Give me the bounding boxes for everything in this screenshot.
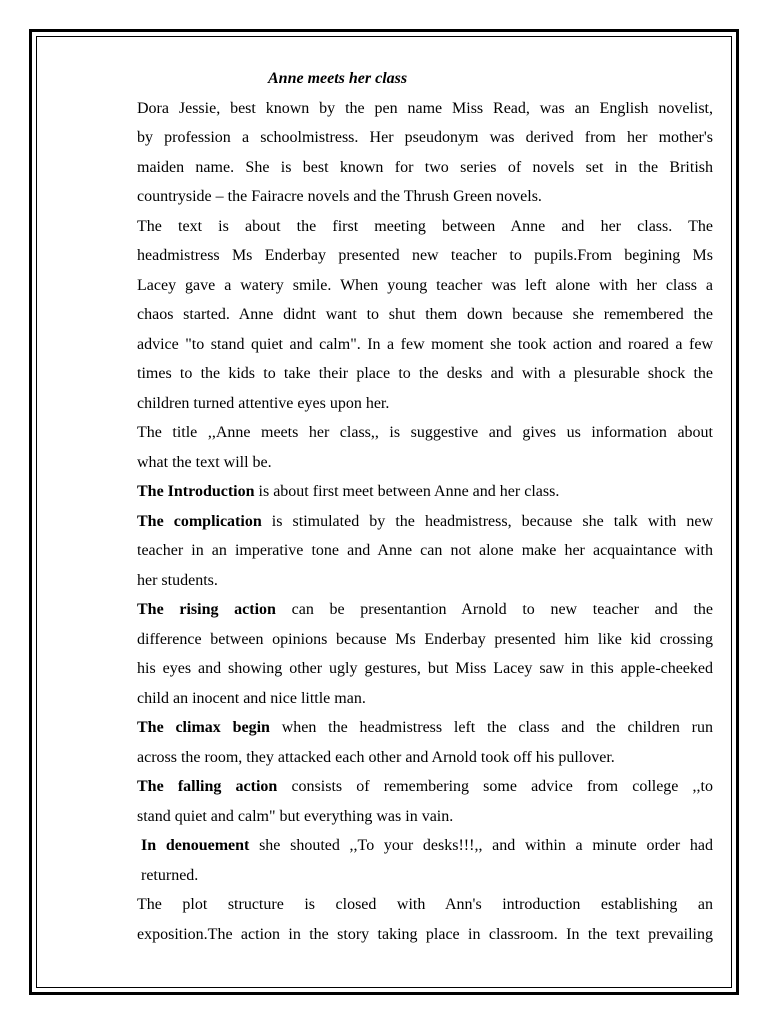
paragraph-climax [100,713,713,772]
text-line: stand quiet and calm" but everything was in vain. [137,807,454,825]
text-line: teacher in an imperative tone and Anne can not alone make her acquaintance with [137,542,713,559]
text-line [100,831,713,861]
text-line: Lacey gave a watery smile. When young teacher was left alone with her class a [137,276,713,294]
text-fragment: consists of remembering some advice from college ,,to [277,778,713,795]
text-line: headmistress Ms Enderbay presented new teacher to pupils.From begining Ms [137,247,713,264]
term-label: In denouement [141,837,250,854]
text-line [100,713,713,743]
text-line: chaos started. Anne didnt want to shut them down because she remembered the [137,306,713,323]
paragraph-title-analysis [100,418,713,477]
paragraph-rising-action [100,595,713,713]
paragraph-summary [100,212,713,419]
term-label: The climax begin [137,719,270,736]
text-line: advice "to stand quiet and calm". In a few moment she took action and roared a few [137,335,713,353]
text-line: her students. [137,571,218,589]
text-line: countryside – the Fairacre novels and the Thrush Green novels. [137,188,542,205]
term-label: The Introduction [137,483,255,500]
text-line: maiden name. She is best known for two series of novels set in the British [137,158,713,176]
text-line: children turned attentive eyes upon her. [137,394,390,412]
paragraph-author-bio [100,94,713,212]
text-line: The title ,,Anne meets her class,, is suggestive and gives us information about [137,424,713,441]
text-line: exposition.The action in the story taking place in classroom. In the text prevailing [137,925,713,943]
term-label: The complication [137,512,262,530]
text-line [100,595,713,625]
document-title: Anne meets her class [268,70,408,87]
document-body [100,64,713,949]
text-line: Dora Jessie, best known by the pen name Miss Read, was an English novelist, [137,99,713,117]
paragraph-complication [100,507,713,596]
text-line: returned. [141,866,199,884]
text-fragment: she shouted ,,To your desks!!!,, and within a minute order had [249,837,713,854]
text-line: across the room, they attacked each other and Arnold took off his pullover. [137,748,615,766]
text-line: difference between opinions because Ms Enderbay presented him like kid crossing [137,630,713,648]
text-line: his eyes and showing other ugly gestures, but Miss Lacey saw in this apple-cheeked [137,660,713,677]
text-fragment: when the headmistress left the class and the children run [269,719,713,736]
text-line [100,772,713,802]
text-line: times to the kids to take their place to the desks and with a plesurable shock the [137,365,713,382]
text-fragment: is about first meet between Anne and her class. [254,483,560,500]
paragraph-plot-structure [100,890,713,949]
text-line [100,477,713,507]
term-label: The falling action [137,778,278,795]
term-label: The rising action [137,601,276,618]
text-line: what the text will be. [137,453,272,471]
text-fragment: is stimulated by the headmistress, because she talk with new [261,512,713,530]
text-line: by profession a schoolmistress. Her pseudonym was derived from her mother's [137,129,713,146]
text-line: child an inocent and nice little man. [137,689,366,707]
text-line [100,507,713,537]
text-line: The plot structure is closed with Ann's introduction establishing an [137,896,713,913]
paragraph-denouement [100,831,713,890]
text-fragment: can be presentantion Arnold to new teacher and the [275,601,713,618]
paragraph-falling-action [100,772,713,831]
paragraph-introduction [100,477,713,507]
text-line: The text is about the first meeting between Anne and her class. The [137,217,713,235]
